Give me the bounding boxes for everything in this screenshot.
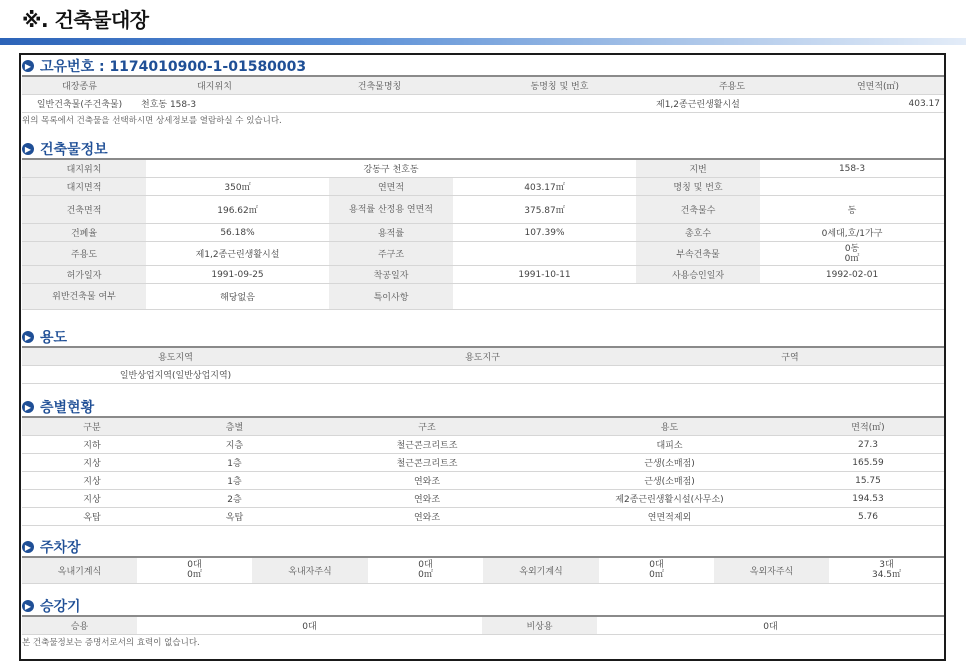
value-area (636, 366, 944, 384)
value-name-number (760, 178, 944, 196)
unique-number-section (22, 57, 944, 129)
label-passenger: 승용 (22, 616, 137, 635)
cell-total-area: 403.17 (812, 95, 944, 113)
value-district (329, 366, 636, 384)
title-gradient-bar (0, 38, 966, 45)
table-row (22, 508, 944, 526)
section-bullet-icon: ▶ (22, 143, 34, 155)
label-lot: 지번 (636, 159, 760, 178)
col-header-register-type: 대장종류 (22, 76, 137, 95)
section-bullet-icon: ▶ (22, 401, 34, 413)
unique-number-title: 고유번호 : 1174010900-1-01580003 (40, 59, 307, 75)
cell-structure: 연와조 (307, 490, 547, 508)
cell-structure: 연와조 (307, 472, 547, 490)
label-bcr: 건폐율 (22, 224, 146, 242)
label-special: 특이사항 (329, 284, 453, 310)
cell-use: 근생(소매점) (547, 472, 792, 490)
label-outdoor-self: 옥외자주식 (714, 557, 829, 583)
section-bullet-icon: ▶ (22, 331, 34, 343)
value-annex (760, 242, 944, 266)
value-structure (453, 242, 636, 266)
parking-area: 0㎡ (187, 570, 202, 581)
cell-floor-area: 27.3 (792, 436, 944, 454)
label-far: 용적률 (329, 224, 453, 242)
cell-building-name (292, 95, 467, 113)
elevator-section (22, 597, 944, 651)
cell-use: 대피소 (547, 436, 792, 454)
cell-site: 천호동 158-3 (137, 95, 292, 113)
table-row (22, 436, 944, 454)
value-building-count: 동 (760, 196, 944, 224)
label-total-area: 연면적 (329, 178, 453, 196)
list-note: 위의 목록에서 건축물을 선택하시면 상세정보를 열람하실 수 있습니다. (22, 116, 282, 126)
col-header-main-use: 주용도 (652, 76, 812, 95)
cell-structure: 철근콘크리트조 (307, 436, 547, 454)
floors-section (22, 398, 944, 526)
elevator-table (22, 615, 944, 635)
building-info-section (22, 140, 944, 310)
cell-structure: 연와조 (307, 508, 547, 526)
cell-floor-area: 5.76 (792, 508, 944, 526)
col-header-total-area: 연면적(㎡) (812, 76, 944, 95)
elevator-title: 승강기 (40, 599, 81, 615)
label-main-use: 주용도 (22, 242, 146, 266)
cell-division: 지하 (22, 436, 162, 454)
parking-area: 0㎡ (418, 570, 433, 581)
usage-title: 용도 (40, 330, 68, 346)
label-structure: 주구조 (329, 242, 453, 266)
col-header-dong-name: 동명칭 및 번호 (467, 76, 652, 95)
parking-count: 3대 (879, 560, 894, 571)
label-approval-date: 사용승인일자 (636, 266, 760, 284)
cell-floor-area: 165.59 (792, 454, 944, 472)
value-households: 0세대,호/1가구 (760, 224, 944, 242)
footer-note: 본 건축물정보는 증명서로서의 효력이 없습니다. (22, 638, 200, 648)
label-far-area: 용적률 산정용 연면적 (329, 196, 453, 224)
col-header-area: 구역 (636, 347, 944, 366)
parking-count: 0대 (649, 560, 664, 571)
col-header-floor: 층별 (162, 417, 307, 436)
value-permit-date: 1991-09-25 (146, 266, 329, 284)
label-indoor-self: 옥내자주식 (252, 557, 368, 583)
building-list-row[interactable] (22, 95, 944, 113)
section-bullet-icon: ▶ (22, 60, 34, 72)
cell-floor: 옥탑 (162, 508, 307, 526)
parking-count: 0대 (187, 560, 202, 571)
cell-floor-area: 15.75 (792, 472, 944, 490)
cell-use: 제2종근린생활시설(사무소) (547, 490, 792, 508)
unique-table (22, 75, 944, 113)
value-total-area: 403.17㎡ (453, 178, 636, 196)
table-row (22, 472, 944, 490)
cell-floor: 1층 (162, 472, 307, 490)
floors-table (22, 416, 944, 526)
label-site: 대지위치 (22, 159, 146, 178)
value-passenger: 0대 (137, 616, 482, 635)
cell-floor: 1층 (162, 454, 307, 472)
value-site: 강동구 천호동 (146, 159, 636, 178)
col-header-site: 대지위치 (137, 76, 292, 95)
label-building-area: 건축면적 (22, 196, 146, 224)
value-outdoor-mechanical (599, 557, 714, 583)
label-name-number: 명칭 및 번호 (636, 178, 760, 196)
col-header-building-name: 건축물명칭 (292, 76, 467, 95)
parking-section (22, 538, 944, 584)
cell-floor-area: 194.53 (792, 490, 944, 508)
label-emergency: 비상용 (482, 616, 597, 635)
table-row (22, 454, 944, 472)
cell-division: 지상 (22, 472, 162, 490)
value-bcr: 56.18% (146, 224, 329, 242)
col-header-floor-area: 면적(㎡) (792, 417, 944, 436)
floors-title: 층별현황 (40, 400, 95, 416)
value-indoor-mechanical (137, 557, 252, 583)
cell-use: 근생(소매점) (547, 454, 792, 472)
value-indoor-self (368, 557, 483, 583)
label-violation: 위반건축물 여부 (22, 284, 146, 310)
col-header-district: 용도지구 (329, 347, 636, 366)
value-main-use: 제1,2종근린생활시설 (146, 242, 329, 266)
cell-dong-name (467, 95, 652, 113)
parking-table (22, 556, 944, 584)
col-header-use: 용도 (547, 417, 792, 436)
cell-structure: 철근콘크리트조 (307, 454, 547, 472)
value-violation: 해당없음 (146, 284, 329, 310)
usage-section (22, 328, 944, 384)
annex-area: 0㎡ (844, 253, 860, 264)
page-title: ※. 건축물대장 (22, 8, 149, 32)
value-land-area: 350㎡ (146, 178, 329, 196)
cell-division: 지상 (22, 454, 162, 472)
value-zone: 일반상업지역(일반상업지역) (22, 366, 329, 384)
building-info-title: 건축물정보 (40, 142, 108, 158)
parking-count: 0대 (418, 560, 433, 571)
label-annex: 부속건축물 (636, 242, 760, 266)
label-land-area: 대지면적 (22, 178, 146, 196)
cell-division: 옥탑 (22, 508, 162, 526)
value-far-area: 375.87㎡ (453, 196, 636, 224)
cell-register-type[interactable]: 일반건축물(주건축물) (22, 95, 137, 113)
usage-table (22, 346, 944, 384)
parking-title: 주차장 (40, 540, 81, 556)
building-info-table (22, 158, 944, 310)
value-far: 107.39% (453, 224, 636, 242)
parking-area: 34.5㎡ (871, 570, 902, 581)
label-outdoor-mechanical: 옥외기계식 (483, 557, 599, 583)
cell-floor: 2층 (162, 490, 307, 508)
value-building-area: 196.62㎡ (146, 196, 329, 224)
label-indoor-mechanical: 옥내기계식 (22, 557, 137, 583)
cell-main-use: 제1,2종근린생활시설 (652, 95, 812, 113)
value-emergency: 0대 (597, 616, 944, 635)
col-header-structure: 구조 (307, 417, 547, 436)
label-households: 총호수 (636, 224, 760, 242)
value-lot: 158-3 (760, 159, 944, 178)
section-bullet-icon: ▶ (22, 541, 34, 553)
col-header-division: 구분 (22, 417, 162, 436)
label-start-date: 착공일자 (329, 266, 453, 284)
table-row (22, 490, 944, 508)
cell-division: 지상 (22, 490, 162, 508)
cell-floor: 지층 (162, 436, 307, 454)
label-building-count: 건축물수 (636, 196, 760, 224)
col-header-zone: 용도지역 (22, 347, 329, 366)
value-approval-date: 1992-02-01 (760, 266, 944, 284)
value-outdoor-self (829, 557, 944, 583)
parking-area: 0㎡ (649, 570, 664, 581)
cell-use: 연면적제외 (547, 508, 792, 526)
value-special (453, 284, 944, 310)
annex-count: 0동 (844, 243, 860, 254)
label-permit-date: 허가일자 (22, 266, 146, 284)
section-bullet-icon: ▶ (22, 600, 34, 612)
value-start-date: 1991-10-11 (453, 266, 636, 284)
